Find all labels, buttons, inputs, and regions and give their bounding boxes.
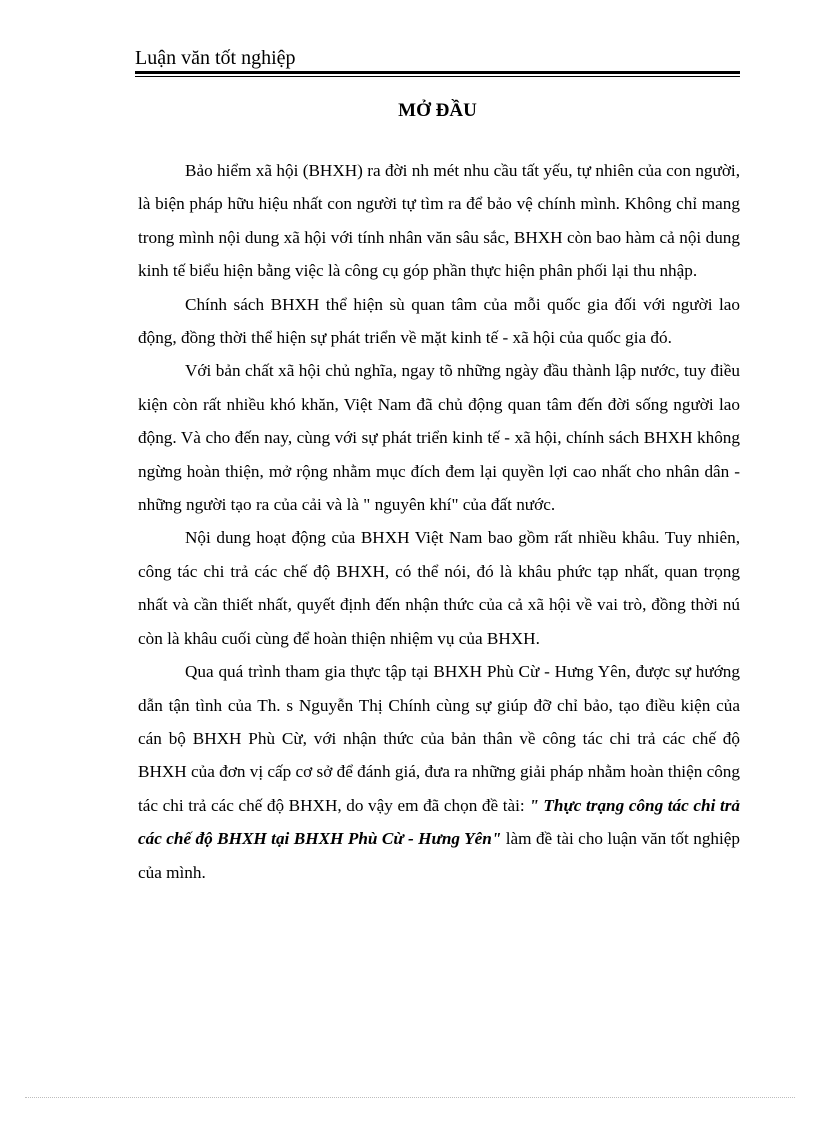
paragraph-topic: [138, 655, 740, 889]
paragraph-history: Với bản chất xã hội chủ nghĩa, ngay tõ những ngày đầu thành lập nước, tuy điều kiện còn rất nhiều khó khăn, Việt Nam đã chủ động quan tâm đến đời sống người lao động. Và cho đến nay, cùng với sự phát triển kinh tế - xã hội, chính sách BHXH không ngừng hoàn thiện, mở rộng nhằm mục đích đem lại quyền lợi cao nhất cho nhân dân - những người tạo ra của cải và là " nguyên khí" của đất nước.: [138, 361, 740, 515]
topic-text-after: làm đề tài cho luận văn tốt nghiệp của mình.: [138, 829, 740, 882]
thesis-topic-title: " Thực trạng công tác chi trả các chế độ BHXH tại BHXH Phù Cừ - Hưng Yên": [138, 795, 741, 849]
running-header-title: Luận văn tốt nghiệp: [135, 47, 296, 69]
topic-text-before: Qua quá trình tham gia thực tập tại BHXH Phù Cừ - Hưng Yên, được sự hướng dẫn tận tình của Th. s Nguyễn Thị Chính cùng sự giúp đỡ chỉ bảo, tạo điều kiện của cán bộ BHXH Phù Cừ, với nhận thức của bản thân về công tác chi trả các chế độ BHXH của đơn vị cấp cơ sở để đánh giá, đưa ra những giải pháp nhằm hoàn thiện công tác chi trả các chế độ BHXH, do vậy em đã chọn đề tài:: [138, 662, 740, 815]
header-rule-thick: [135, 71, 740, 74]
paragraph-policy: Chính sách BHXH thể hiện sù quan tâm của mỗi quốc gia đối với người lao động, đồng thời thể hiện sự phát triển về mặt kinh tế - xã hội của quốc gia đó.: [138, 294, 740, 348]
paragraph-intro: Bảo hiểm xã hội (BHXH) ra đời nh mét nhu cầu tất yếu, tự nhiên của con người, là biện pháp hữu hiệu nhất con người tự tìm ra để bảo vệ chính mình. Không chỉ mang trong mình nội dung xã hội với tính nhân văn sâu sắc, BHXH còn bao hàm cả nội dung kinh tế biểu hiện bằng việc là công cụ góp phần thực hiện phân phối lại thu nhập.: [138, 161, 740, 281]
paragraph-payment: Nội dung hoạt động của BHXH Việt Nam bao gồm rất nhiều khâu. Tuy nhiên, công tác chi trả các chế độ BHXH, có thể nói, đó là khâu phức tạp nhất, quan trọng nhất và cần thiết nhất, quyết định đến nhận thức của cả xã hội về vai trò, đồng thời nú còn là khâu cuối cùng để hoàn thiện nhiệm vụ của BHXH.: [138, 528, 740, 648]
header-rule-thin: [135, 76, 740, 77]
page-title: MỞ ĐẦU: [398, 100, 477, 121]
page-bottom-divider: [25, 1097, 795, 1098]
document-body: [138, 154, 740, 889]
